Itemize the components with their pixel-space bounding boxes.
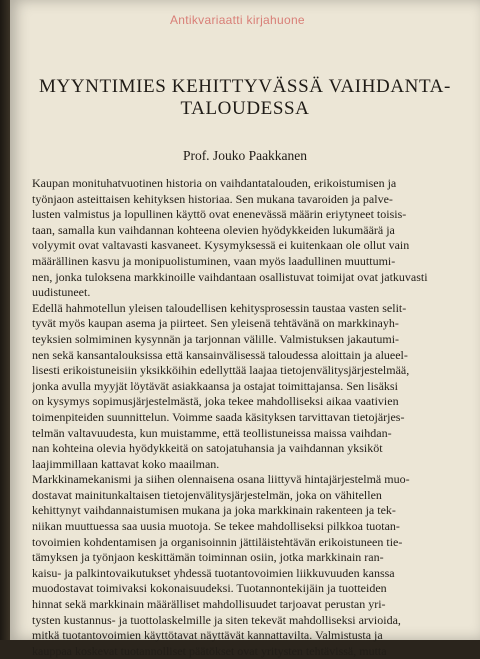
body-text-line: laajimmillaan kattavat koko maailman. <box>32 456 220 471</box>
body-text-line: taan, samalla kun vaihdannan kohteena olevien hyödykkeiden lukumäärä ja <box>32 222 395 237</box>
book-page <box>10 0 480 658</box>
body-text-line: jonka avulla myyjät löytävät asiakkaansa ja ostajat toimittajansa. Sen lisäksi <box>32 378 398 393</box>
body-text-line: niikan muuttuessa saa uusia muotoja. Se tekee mahdolliseksi pilkkoa tuotan- <box>32 519 400 534</box>
body-text-line: nen, jonka tuloksena markkinoille vaihdantaan osallistuvat toimijat ovat jatkuvasti <box>32 269 428 284</box>
body-text-line: Kaupan monituhatvuotinen historia on vaihdantatalouden, erikoistumisen ja <box>32 176 397 190</box>
title-line: TALOUDESSA <box>180 98 310 119</box>
body-text-line: Edellä hahmotellun yleisen taloudellisen kehitysprosessin taustaa vasten selit- <box>32 300 407 315</box>
body-text-line: nan kohteina olevia hyödykkeitä on satojatuhansia ja vaihdannan yksiköt <box>32 441 383 456</box>
author-byline: Prof. Jouko Paakkanen <box>182 148 308 163</box>
article-body <box>32 176 470 659</box>
body-text-line: tämyksen ja työnjaon keskittämän toiminnan osiin, jotka markkinain ran- <box>32 550 384 565</box>
body-text-line: kaisu- ja palkintovaikutukset yhdessä tuotantovoimien liikkuvuuden kanssa <box>32 565 395 580</box>
body-text-line: on kysymys sopimusjärjestelmästä, joka tekee mahdolliseksi aikaa vaativien <box>32 394 399 409</box>
body-text-line: lusten valmistus ja lopullinen käyttö ovat enenevässä määrin eriytyneet toisis- <box>32 207 407 222</box>
body-text-line: lisesti erikoistuneisiin yksikköihin edellyttää laajaa tietojenvälitysjärjestelmää, <box>32 363 410 378</box>
article-title <box>10 76 480 120</box>
body-text-line: teyksien solmiminen kysynnän ja tarjonnan välille. Valmistuksen jakautumi- <box>32 331 400 346</box>
watermark: Antikvariaatti kirjahuone <box>170 13 305 27</box>
body-text-line: Markkinamekanismi ja siihen olennaisena osana liittyvä hintajärjestelmä muo- <box>32 472 410 487</box>
body-text-line: tyvät myös kaupan asema ja piirteet. Sen yleisenä tehtävänä on markkinayh- <box>32 316 399 331</box>
body-text-line: nen sekä kansantalouksissa että kansainvälisessä taloudessa aloittain ja alueel- <box>32 347 408 362</box>
body-text-line: tysten kustannus- ja tuottolaskelmille ja siten tekevät mahdolliseksi arvioida, <box>32 612 401 627</box>
body-text-line: hinnat sekä markkinain määrälliset mahdollisuudet tarjoavat perustan yri- <box>32 597 386 612</box>
body-text-line: dostavat mainitunkaltaisen tietojenvälitysjärjestelmän, joka on vähitellen <box>32 487 382 502</box>
book-gutter <box>0 0 10 640</box>
body-text-line: toimenpiteiden suunnittelun. Voimme saada käsityksen tarvittavan tietojärjes- <box>32 409 405 424</box>
body-text-line: muodostavat toimivaksi kokonaisuudeksi. Tuotannontekijäin ja tuotteiden <box>32 581 387 596</box>
body-text-line: työnjaon asteittaisen kehityksen historiaa. Sen mukana tavaroiden ja palve- <box>32 191 393 206</box>
title-line: MYYNTIMIES KEHITTYVÄSSÄ VAIHDANTA- <box>39 76 451 97</box>
body-text-line: mitkä tuotantovoimien käyttötavat näyttävät kannattavilta. Valmistusta ja <box>32 628 383 643</box>
body-text-line: määrällinen kasvu ja monipuolistuminen, vaan myös laadullinen muuttumi- <box>32 253 396 268</box>
body-text-line: volyymit ovat valtavasti kasvaneet. Kysymyksessä ei kuitenkaan ole ollut vain <box>32 238 410 253</box>
body-text-line: uudistuneet. <box>32 285 91 300</box>
body-text-line: telmän valtavuudesta, kun muistamme, että teollistuneissa maissa vaihdan- <box>32 425 392 440</box>
body-text-line: tovoimien kohdentamisen ja organisoinnin jättiläistehtävän erikoistuneen tie- <box>32 534 403 549</box>
body-text-line: kauppaa koskevat tuotannolliset päätökset ovat yritysten tehtävissä, mutta <box>32 643 387 658</box>
body-text-line: kehittynyt vaihdannaistumisen mukana ja joka markkinain rakenteen ja tek- <box>32 503 396 518</box>
